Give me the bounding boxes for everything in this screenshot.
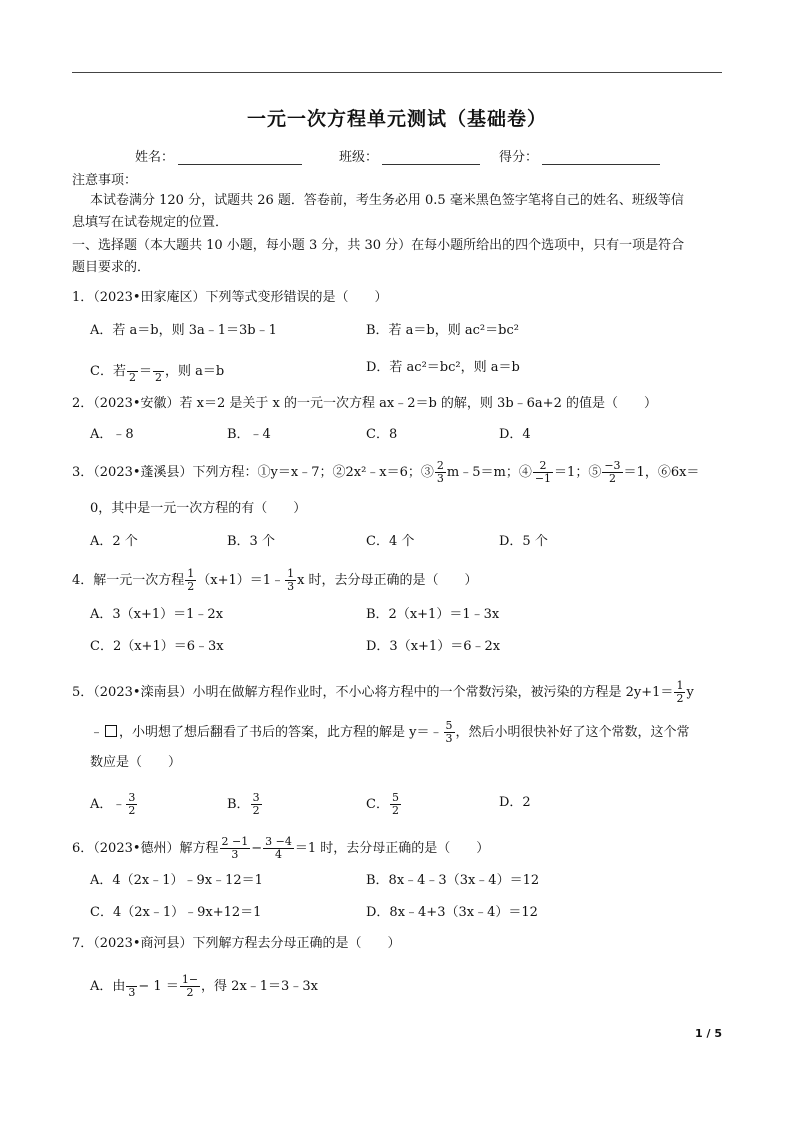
q1-option-d[interactable]: D．若 ac²＝bc²，则 a＝b — [366, 360, 520, 375]
q3-option-c[interactable]: C．4 个 — [366, 534, 415, 549]
q5-frac-half: $\frac{1}{2}$ — [676, 679, 684, 705]
page-title: 一元一次方程单元测试（基础卷） — [246, 108, 547, 130]
q6-option-b[interactable]: B．8x﹣4﹣3（3x﹣4）＝12 — [366, 873, 540, 888]
q3-stem-line-2: 0，其中是一元一次方程的有（ ） — [90, 501, 307, 516]
q6-option-d[interactable]: D．8x﹣4+3（3x﹣4）＝12 — [366, 905, 538, 920]
name-field[interactable] — [135, 146, 302, 165]
q5-option-c[interactable] — [366, 792, 402, 817]
q4-option-d[interactable]: D．3（x+1）＝6﹣2x — [366, 639, 501, 654]
q5-line2-post: ，然后小明很快补好了这个常数，这个常 — [455, 725, 690, 740]
q7-stem: 7．（2023•商河县）下列解方程去分母正确的是（ ） — [72, 936, 401, 951]
q1-option-b[interactable]: B．若 a＝b，则 ac²＝bc² — [366, 323, 519, 338]
q7-frac-left: 3 — [126, 974, 137, 999]
q6-frac-1: $\frac{2 -1}{3}$ — [221, 835, 249, 861]
q4-frac-half: $\frac{1}{2}$ — [187, 567, 195, 593]
score-blank[interactable] — [542, 150, 660, 165]
q6-frac-2: $\frac{3 -4}{4}$ — [265, 835, 292, 861]
q5-c-label: C． — [366, 797, 389, 812]
q6-option-a[interactable]: A．4（2x﹣1）﹣9x﹣12＝1 — [90, 873, 263, 888]
q1c-pre: C．若 — [90, 364, 126, 379]
q5-line2-mid: ，小明想了想后翻看了书后的答案，此方程的解是 y＝﹣ — [119, 725, 443, 740]
q4-stem-post: x 时，去分母正确的是（ ） — [297, 573, 478, 588]
q5-line2-pre: ﹣ — [90, 725, 104, 740]
q5-a-label: A．﹣ — [90, 797, 126, 812]
q5-stem-line-2 — [90, 720, 690, 745]
q4-option-c[interactable]: C．2（x+1）＝6﹣3x — [90, 639, 224, 654]
q5-stem-end: y — [686, 685, 694, 700]
q4-stem-pre: 4．解一元一次方程 — [72, 573, 185, 588]
q7-a-pre: A．由 — [90, 979, 126, 994]
q4-option-b[interactable]: B．2（x+1）＝1﹣3x — [366, 607, 500, 622]
q5-stem — [72, 680, 694, 705]
page-number: 1 / 5 — [695, 1027, 722, 1040]
notice-line-1: 本试卷满分 120 分，试题共 26 题．答卷前，考生务必用 0.5 毫米黑色签字笔将自己的姓名、班级等信 — [90, 193, 684, 208]
section-1-line-1: 一、选择题（本大题共 10 小题，每小题 3 分，共 30 分）在每小题所给出的四个选项中，只有一项是符合 — [72, 238, 685, 253]
q6-stem-post: ＝1 时，去分母正确的是（ ） — [294, 841, 490, 856]
q4-stem — [72, 568, 478, 593]
q1-stem: 1．（2023•田家庵区）下列等式变形错误的是（ ） — [72, 290, 388, 305]
q1-option-c[interactable]: C．若 2 ＝ 2 ，则 a＝b — [90, 359, 224, 384]
q1c-post: ，则 a＝b — [164, 364, 225, 379]
q2-option-c[interactable]: C．8 — [366, 427, 398, 442]
notice-line-2: 息填写在试卷规定的位置． — [72, 215, 229, 230]
q2-option-d[interactable]: D．4 — [499, 427, 531, 442]
q7-option-a[interactable]: A．由 3 − 1 ＝ $\frac{1-}{2}$ ，得 2x﹣1＝3﹣3x — [90, 973, 318, 999]
q3-stem-mid: m﹣5＝m；④ — [446, 465, 532, 480]
q3-stem-post: ＝1，⑥6x＝ — [623, 465, 700, 480]
smudged-constant-box — [105, 725, 117, 737]
q4-option-a[interactable]: A．3（x+1）＝1﹣2x — [90, 607, 224, 622]
q5-b-frac: $\frac{3}{2}$ — [252, 791, 260, 817]
score-label: 得分： — [499, 150, 539, 165]
q1c-frac-right: 2 — [153, 359, 164, 384]
q3-stem-pre: 3．（2023•蓬溪县）下列方程：①y＝x﹣7；②2x²﹣x＝6；③ — [72, 465, 434, 480]
name-label: 姓名： — [135, 150, 175, 165]
q5-a-frac: $\frac{3}{2}$ — [128, 791, 136, 817]
class-label: 班级： — [339, 150, 379, 165]
q5-option-d[interactable]: D．2 — [499, 795, 531, 810]
q3-frac-5: $\frac{-3}{2}$ — [604, 459, 621, 485]
q7-frac-right: $\frac{1-}{2}$ — [181, 973, 199, 999]
q5-frac-5-3: $\frac{5}{3}$ — [445, 719, 453, 745]
q5-option-a[interactable] — [90, 792, 138, 817]
q3-stem-mid2: ＝1；⑤ — [554, 465, 602, 480]
q2-option-b[interactable]: B．﹣4 — [227, 427, 271, 442]
q6-stem: 6．（2023•德州）解方程 $\frac{2 -1}{3}$ − $\frac{3 -4}{4}$ ＝1 时，去分母正确的是（ ） — [72, 835, 490, 861]
class-blank[interactable] — [382, 150, 480, 165]
notice-heading: 注意事项： — [72, 173, 138, 188]
name-blank[interactable] — [178, 150, 302, 165]
q1c-frac-left: 2 — [127, 359, 138, 384]
class-field[interactable] — [339, 146, 480, 165]
q3-frac-2-3: $\frac{2}{3}$ — [436, 459, 444, 485]
q7-a-post: ，得 2x﹣1＝3﹣3x — [201, 979, 318, 994]
q3-frac-4: $\frac{2}{-1}$ — [534, 459, 552, 485]
q3-option-d[interactable]: D．5 个 — [499, 534, 548, 549]
q5-c-frac: $\frac{5}{2}$ — [391, 791, 399, 817]
q6-stem-pre: 6．（2023•德州）解方程 — [72, 841, 219, 856]
q6-option-c[interactable]: C．4（2x﹣1）﹣9x+12＝1 — [90, 905, 262, 920]
q5-b-label: B． — [227, 797, 250, 812]
q5-stem-text: 5．（2023•滦南县）小明在做解方程作业时，不小心将方程中的一个常数污染，被污染的方程是 2y+1＝ — [72, 685, 674, 700]
q3-option-b[interactable]: B．3 个 — [227, 534, 275, 549]
section-1-line-2: 题目要求的． — [72, 260, 151, 275]
q5-option-b[interactable] — [227, 792, 263, 817]
q3-stem — [72, 460, 699, 485]
q1-option-a[interactable]: A．若 a＝b，则 3a﹣1＝3b﹣1 — [90, 323, 277, 338]
q5-stem-line-3: 数应是（ ） — [90, 755, 182, 770]
q3-option-a[interactable]: A．2 个 — [90, 534, 138, 549]
q4-stem-mid: （x+1）＝1﹣ — [197, 573, 285, 588]
score-field[interactable] — [499, 146, 660, 165]
q4-frac-third: $\frac{1}{3}$ — [287, 567, 295, 593]
q2-stem: 2．（2023•安徽）若 x＝2 是关于 x 的一元一次方程 ax﹣2＝b 的解，则 3b﹣6a+2 的值是（ ） — [72, 396, 657, 411]
top-rule — [72, 72, 722, 73]
q2-option-a[interactable]: A．﹣8 — [90, 427, 134, 442]
